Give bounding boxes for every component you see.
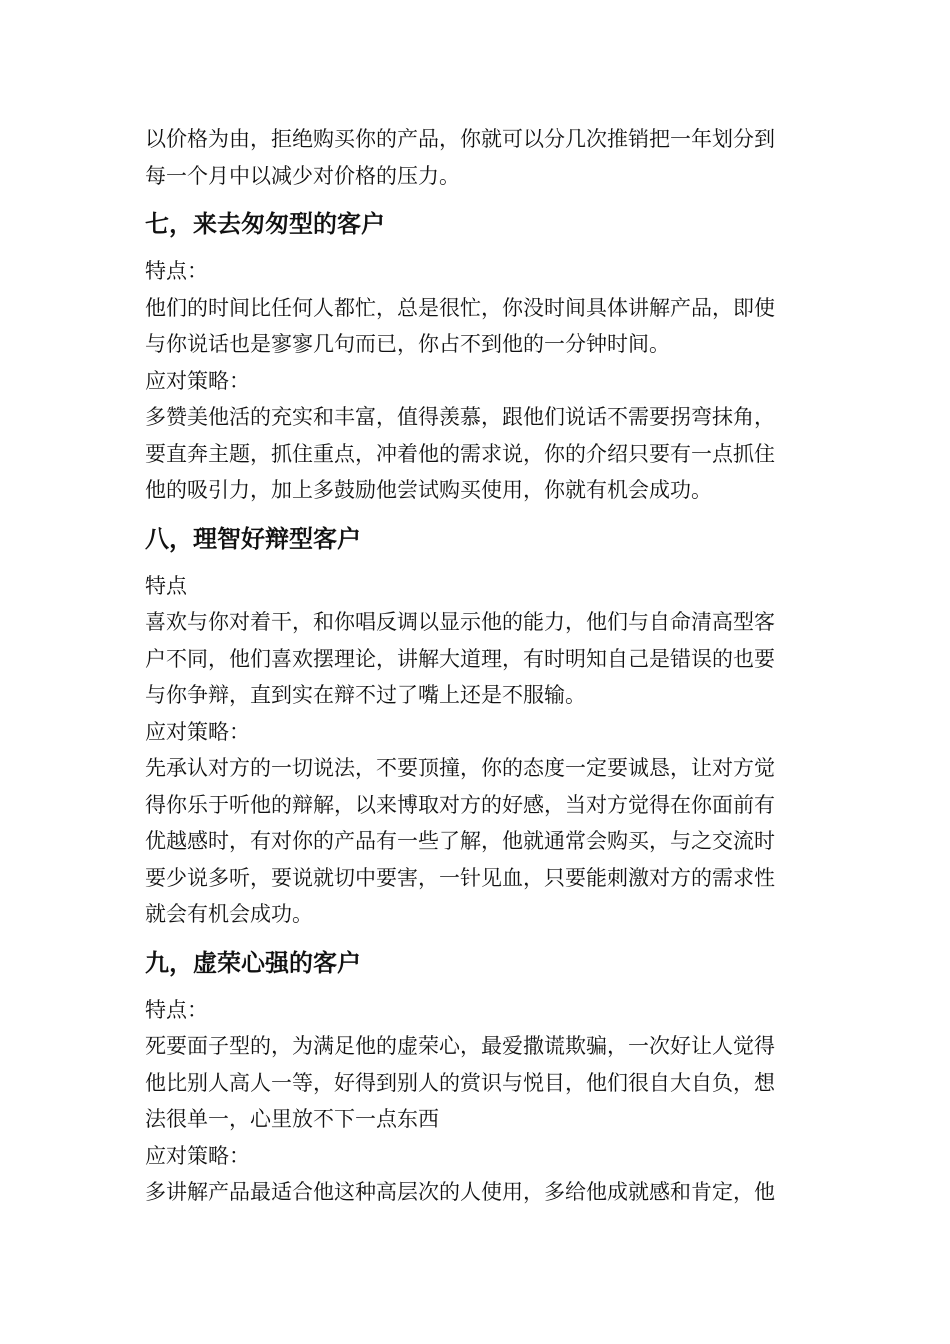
strategy-label: 应对策略：: [145, 368, 250, 393]
paragraph-line: 与你争辩，直到实在辩不过了嘴上还是不服输。: [145, 683, 586, 707]
paragraph-line: 喜欢与你对着干，和你唱反调以显示他的能力，他们与自命清高型客: [145, 610, 775, 634]
paragraph-line: 他们的时间比任何人都忙，总是很忙，你没时间具体讲解产品，即使: [145, 295, 775, 320]
feature-label: 特点：: [145, 259, 208, 283]
section-9: [145, 945, 810, 1211]
paragraph-line: 他比别人高人一等，好得到别人的赏识与悦目，他们很自大自负，想: [145, 1070, 775, 1095]
paragraph-line: 与你说话也是寥寥几句而已，你占不到他的一分钟时间。: [145, 332, 670, 356]
paragraph-line: 每一个月中以减少对价格的压力。: [145, 163, 460, 188]
strategy-label: 应对策略：: [145, 1143, 250, 1168]
strategy-label: 应对策略：: [145, 719, 250, 744]
section-8: [145, 521, 810, 933]
paragraph-line: 要少说多听，要说就切中要害，一针见血，只要能刺激对方的需求性: [145, 865, 775, 890]
paragraph-line: 法很单一，心里放不下一点东西: [145, 1107, 439, 1131]
paragraph-line: 户不同，他们喜欢摆理论，讲解大道理，有时明知自己是错误的也要: [145, 646, 775, 671]
paragraph-line: 就会有机会成功。: [145, 902, 313, 926]
section-heading: 七，来去匆匆型的客户: [145, 210, 385, 238]
section-7: [145, 206, 810, 509]
paragraph-line: 他的吸引力，加上多鼓励他尝试购买使用，你就有机会成功。: [145, 478, 712, 502]
intro-paragraph: [145, 121, 810, 194]
paragraph-line: 得你乐于听他的辩解，以来博取对方的好感，当对方觉得在你面前有: [145, 792, 775, 817]
paragraph-line: 先承认对方的一切说法，不要顶撞，你的态度一定要诚恳，让对方觉: [145, 756, 775, 780]
paragraph-line: 要直奔主题，抓住重点，冲着他的需求说，你的介绍只要有一点抓住: [145, 441, 775, 466]
feature-label: 特点：: [145, 997, 208, 1022]
section-heading: 八，理智好辩型客户: [145, 524, 361, 553]
section-heading: 九，虚荣心强的客户: [145, 948, 361, 977]
paragraph-line: 多讲解产品最适合他这种高层次的人使用，多给他成就感和肯定，他: [145, 1180, 775, 1204]
paragraph-line: 优越感时，有对你的产品有一些了解，他就通常会购买，与之交流时: [145, 829, 775, 853]
paragraph-line: 死要面子型的，为满足他的虚荣心，最爱撒谎欺骗，一次好让人觉得: [145, 1034, 775, 1058]
paragraph-line: 以价格为由，拒绝购买你的产品，你就可以分几次推销把一年划分到: [145, 127, 775, 151]
paragraph-line: 多赞美他活的充实和丰富，值得羡慕，跟他们说话不需要拐弯抹角，: [145, 405, 775, 429]
feature-label: 特点: [145, 573, 187, 598]
